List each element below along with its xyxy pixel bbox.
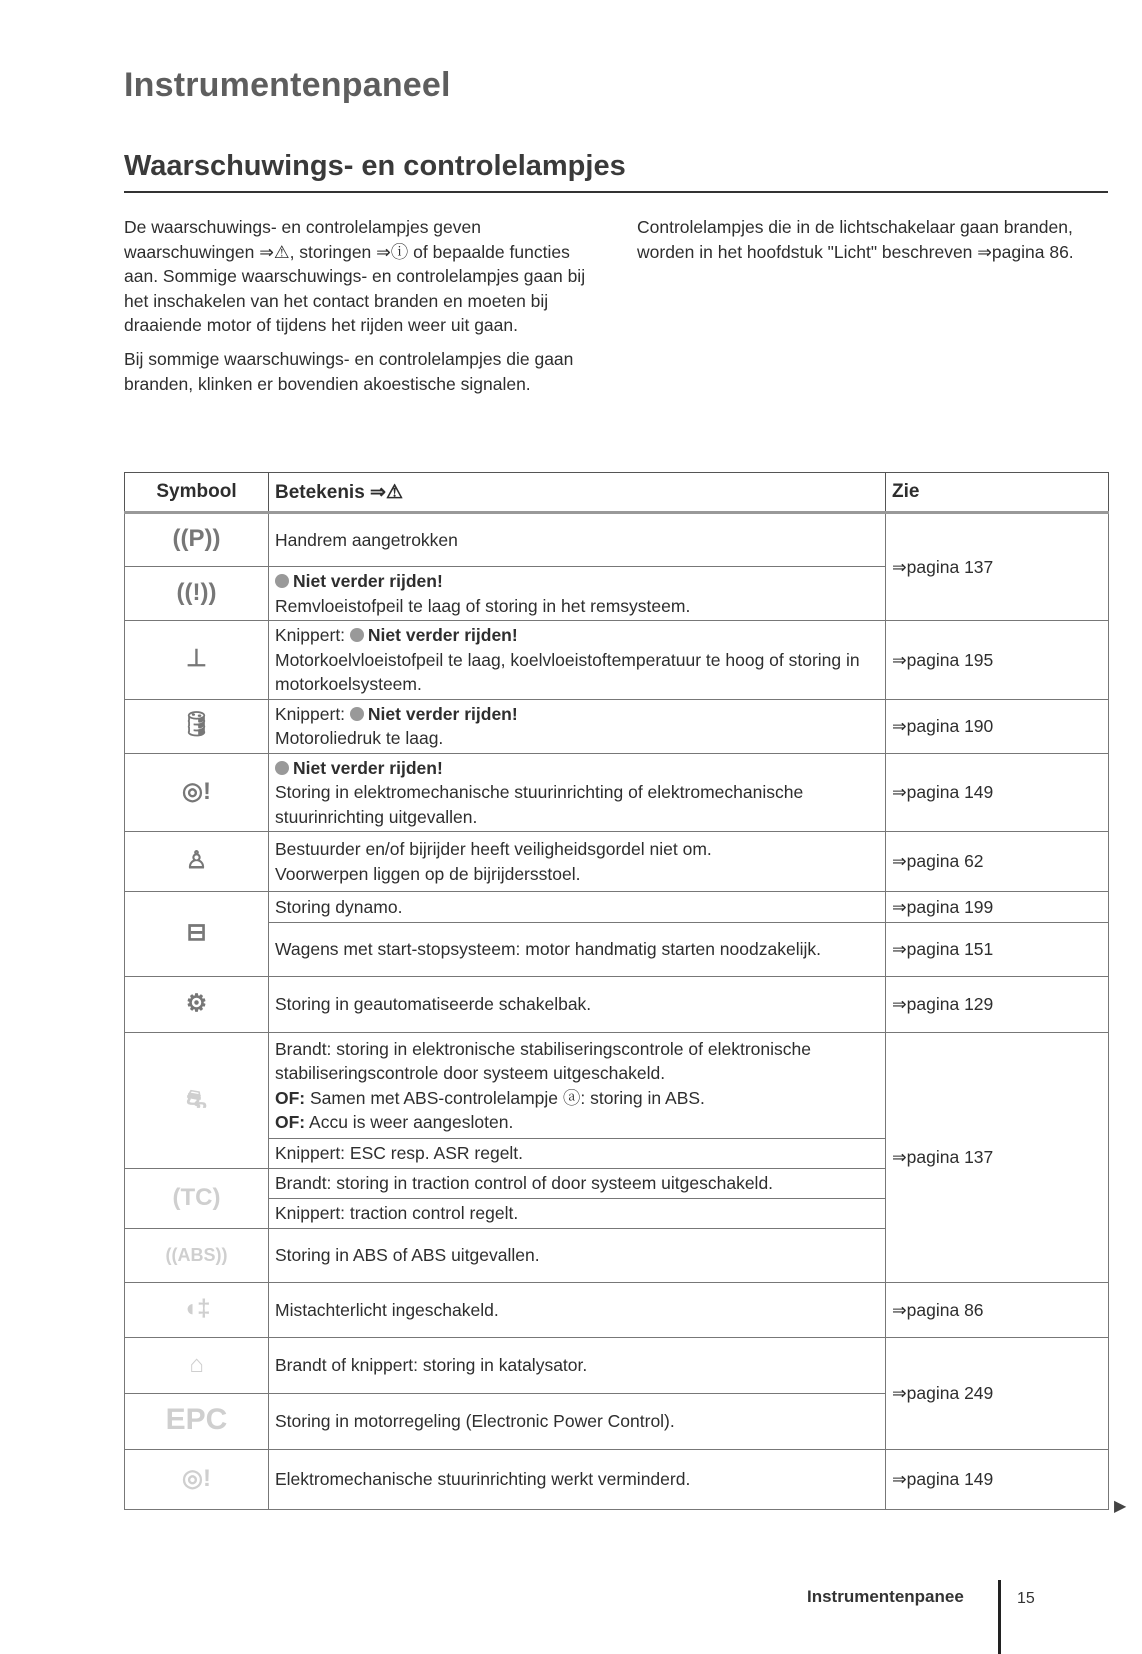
meaning-text: Storing dynamo. — [275, 896, 403, 917]
table-row — [125, 892, 1109, 923]
meaning-cell — [269, 621, 886, 700]
meaning-text: Storing in geautomatiseerde schakelbak. — [275, 994, 592, 1015]
page-reference-link[interactable]: ⇒pagina 62 — [892, 851, 984, 872]
meaning-cell — [269, 923, 886, 977]
see-cell — [886, 1338, 1109, 1450]
meaning-text: Brandt: storing in elektronische stabiliseringscontrole of elektronische stabiliseringscontrole door systeem uitgeschakeld. — [275, 1038, 811, 1083]
meaning-cell — [269, 1169, 886, 1199]
table-header-row — [125, 473, 1109, 513]
see-cell — [886, 699, 1109, 753]
meaning-text: Mistachterlicht ingeschakeld. — [275, 1299, 499, 1320]
seatbelt-icon: ♙ — [185, 846, 208, 874]
meaning-text: Brandt: storing in traction control of door systeem uitgeschakeld. — [275, 1173, 774, 1194]
next-page-arrow-icon: ▶ — [1114, 1498, 1127, 1515]
header-see: Zie — [886, 473, 1109, 513]
title-underline — [124, 191, 1108, 193]
see-cell — [886, 1033, 1109, 1283]
stop-icon — [275, 761, 289, 775]
stop-icon — [350, 707, 364, 721]
table-row — [125, 923, 1109, 977]
symbol-cell — [125, 699, 269, 753]
table-row — [125, 1033, 1109, 1139]
meaning-text: Bestuurder en/of bijrijder heeft veiligheidsgordel niet om. — [275, 839, 712, 859]
steering-reduced-icon: ◎! — [182, 1464, 211, 1492]
meaning-text: Wagens met start-stopsysteem: motor handmatig starten noodzakelijk. — [275, 939, 821, 960]
table-row — [125, 1283, 1109, 1338]
subsection-title: Waarschuwings- en controlelampjes — [124, 150, 626, 182]
or-text: Samen met ABS-controlelampje ⓐ: storing in ABS. — [305, 1087, 705, 1108]
meaning-text: Handrem aangetrokken — [275, 529, 458, 550]
meaning-cell — [269, 892, 886, 923]
meaning-text: Remvloeistofpeil te laag of storing in het remsysteem. — [275, 595, 691, 616]
page-reference-link[interactable]: ⇒pagina 86 — [892, 1299, 984, 1320]
meaning-text: Motoroliedruk te laag. — [275, 728, 444, 748]
symbol-cell — [125, 567, 269, 621]
table-row — [125, 699, 1109, 753]
meaning-cell — [269, 977, 886, 1033]
brake-warning-icon: ((!)) — [176, 578, 217, 606]
see-cell — [886, 892, 1109, 923]
see-cell — [886, 753, 1109, 832]
meaning-cell — [269, 1229, 886, 1283]
battery-icon: ⊟ — [186, 919, 207, 947]
intro-paragraph-2: Bij sommige waarschuwings- en controlelampjes die gaan branden, klinken er bovendien akoestische signalen. — [124, 348, 574, 394]
see-cell — [886, 1450, 1109, 1510]
or-label: OF: — [275, 1087, 306, 1108]
page-reference-link[interactable]: ⇒pagina 137 — [892, 1147, 994, 1168]
meaning-cell — [269, 1283, 886, 1338]
stop-icon — [350, 628, 364, 642]
table-row — [125, 513, 1109, 567]
symbol-cell — [125, 832, 269, 892]
symbol-cell — [125, 977, 269, 1033]
symbol-cell — [125, 1394, 269, 1450]
section-title: Instrumentenpaneel — [124, 66, 451, 104]
meaning-cell — [269, 1139, 886, 1169]
rear-fog-light-icon: ◖‡ — [182, 1295, 211, 1323]
symbol-cell — [125, 1283, 269, 1338]
page-reference-link[interactable]: ⇒pagina 149 — [892, 782, 994, 802]
warning-lights-table — [124, 472, 1109, 1510]
meaning-cell — [269, 1338, 886, 1394]
meaning-cell — [269, 1033, 886, 1139]
intro-paragraph-3: Controlelampjes die in de lichtschakelaar gaan branden, worden in het hoofdstuk "Licht" beschreven ⇒pagina 86. — [637, 217, 1074, 262]
meaning-cell — [269, 1394, 886, 1450]
table-row — [125, 832, 1109, 892]
symbol-cell — [125, 1033, 269, 1169]
prefix-text: Knippert: — [275, 625, 346, 645]
abs-icon: ((ABS)) — [165, 1245, 228, 1266]
meaning-text: Storing in motorregeling (Electronic Power Control). — [275, 1411, 675, 1432]
or-text: Accu is weer aangesloten. — [305, 1112, 514, 1132]
header-meaning: Betekenis ⇒⚠ — [269, 473, 886, 513]
page-reference-link[interactable]: ⇒pagina 149 — [892, 1469, 994, 1490]
table-row — [125, 977, 1109, 1033]
gearbox-fault-icon: ⚙ — [185, 989, 208, 1017]
meaning-cell — [269, 1199, 886, 1229]
meaning-cell — [269, 567, 886, 621]
table-row — [125, 1338, 1109, 1394]
page-reference-link[interactable]: ⇒pagina 129 — [892, 994, 994, 1015]
warning-bold: Niet verder rijden! — [367, 625, 518, 645]
symbol-cell — [125, 1229, 269, 1283]
traction-control-icon: (TC) — [172, 1183, 221, 1211]
prefix-text: Knippert: — [275, 703, 346, 724]
meaning-text: Brandt of knippert: storing in katalysator. — [275, 1355, 588, 1376]
symbol-cell — [125, 513, 269, 567]
see-cell — [886, 977, 1109, 1033]
parking-brake-icon: ((P)) — [172, 525, 221, 553]
warning-bold: Niet verder rijden! — [293, 571, 443, 591]
table-row — [125, 753, 1109, 832]
oil-pressure-icon: 🛢 — [181, 711, 212, 739]
meaning-cell — [269, 699, 886, 753]
table-row — [125, 1450, 1109, 1510]
meaning-cell — [269, 832, 886, 892]
page-reference-link[interactable]: ⇒pagina 151 — [892, 939, 994, 960]
footer-divider — [998, 1580, 1001, 1654]
intro-paragraph-1: De waarschuwings- en controlelampjes geven waarschuwingen ⇒⚠, storingen ⇒ⓘ of bepaalde functies aan. Sommige waarschuwings- en controlelampjes gaan bij het inschakelen van het contact branden en moeten bij draaiende motor of tijdens het rijden weer uit gaan. — [124, 217, 586, 336]
page-number: 15 — [1017, 1590, 1035, 1607]
symbol-cell — [125, 1169, 269, 1229]
intro-right-column — [637, 215, 1107, 273]
meaning-text: Storing in elektromechanische stuurinrichting of elektromechanische stuurinrichting uitgevallen. — [275, 782, 804, 827]
meaning-text: Voorwerpen liggen op de bijrijdersstoel. — [275, 863, 581, 884]
intro-left-column — [124, 215, 594, 405]
warning-bold: Niet verder rijden! — [293, 757, 443, 778]
meaning-cell — [269, 513, 886, 567]
stop-icon — [275, 574, 289, 588]
see-cell — [886, 832, 1109, 892]
header-symbol: Symbool — [125, 473, 269, 513]
symbol-cell — [125, 1338, 269, 1394]
meaning-text: Knippert: traction control regelt. — [275, 1203, 519, 1224]
coolant-temperature-icon: ⊥ — [186, 645, 207, 672]
meaning-text: Elektromechanische stuurinrichting werkt verminderd. — [275, 1469, 691, 1490]
meaning-cell — [269, 753, 886, 832]
see-cell — [886, 1283, 1109, 1338]
table-row — [125, 621, 1109, 700]
see-cell — [886, 513, 1109, 621]
esc-icon: ⛐ — [186, 1085, 207, 1113]
see-cell — [886, 923, 1109, 977]
page-reference-link[interactable]: ⇒pagina 137 — [892, 556, 994, 577]
page-reference-link[interactable]: ⇒pagina 249 — [892, 1383, 994, 1404]
meaning-text: Storing in ABS of ABS uitgevallen. — [275, 1245, 540, 1266]
symbol-cell — [125, 1450, 269, 1510]
or-label: OF: — [275, 1112, 306, 1132]
meaning-text: Knippert: ESC resp. ASR regelt. — [275, 1143, 524, 1164]
symbol-cell — [125, 621, 269, 700]
see-cell — [886, 621, 1109, 700]
footer-section-label: Instrumentenpanee — [807, 1587, 964, 1606]
engine-check-icon: ⌂ — [189, 1350, 204, 1378]
symbol-cell — [125, 892, 269, 977]
page-reference-link[interactable]: ⇒pagina 199 — [892, 896, 994, 917]
warning-bold: Niet verder rijden! — [367, 703, 518, 724]
page-reference-link[interactable]: ⇒pagina 195 — [892, 649, 994, 670]
page-reference-link[interactable]: ⇒pagina 190 — [892, 715, 994, 736]
meaning-text: Motorkoelvloeistofpeil te laag, koelvloeistoftemperatuur te hoog of storing in motorkoelsysteem. — [275, 649, 860, 694]
symbol-cell — [125, 753, 269, 832]
steering-warning-icon: ◎! — [182, 777, 211, 805]
epc-icon: EPC — [165, 1402, 228, 1436]
meaning-cell — [269, 1450, 886, 1510]
